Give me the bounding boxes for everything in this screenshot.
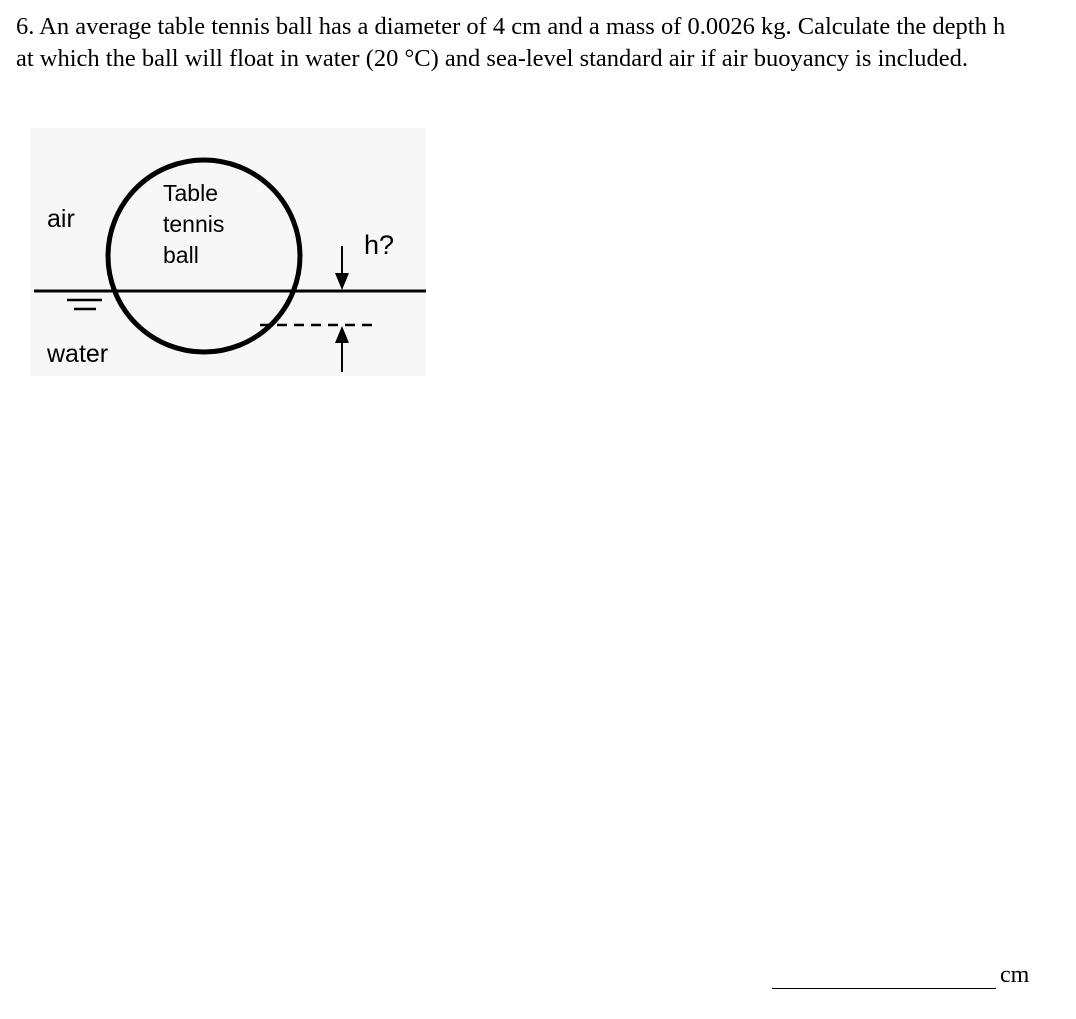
air-label: air (47, 205, 75, 233)
floating-ball-diagram (30, 128, 430, 378)
water-label: water (47, 340, 109, 368)
answer-unit: cm (1000, 962, 1030, 988)
ball-label-line-3: ball (163, 242, 199, 268)
question-text: 6. An average table tennis ball has a diameter of 4 cm and a mass of 0.0026 kg. Calculate the depth h at which the ball will float in water (20 °C) and sea-level standard air if air buoyancy is included. (16, 13, 1006, 72)
ball-label-line-1: Table (163, 180, 218, 206)
dimension-label-h: h? (364, 230, 395, 260)
ball-label-line-2: tennis (163, 211, 225, 237)
answer-blank[interactable] (772, 966, 996, 989)
